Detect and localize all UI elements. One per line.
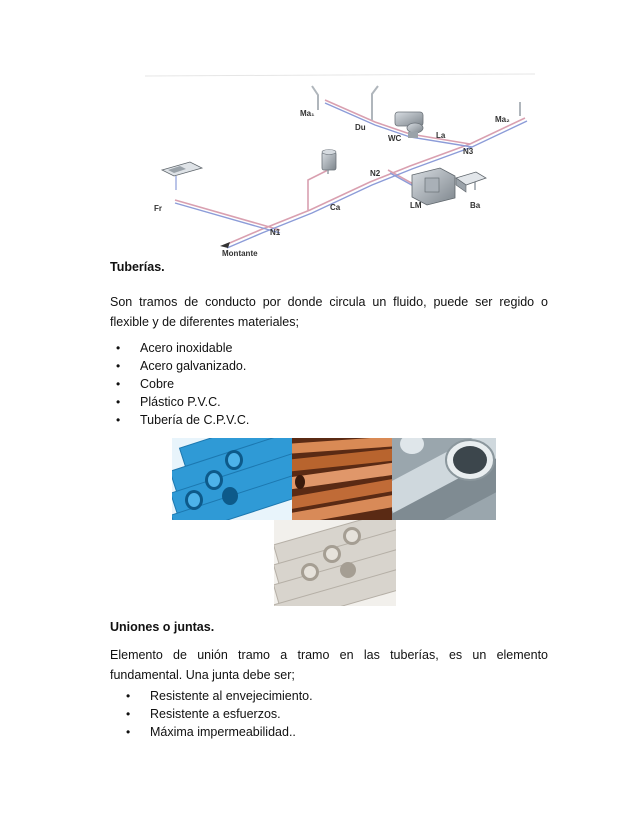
paragraph-line: fundamental. Una junta debe ser; — [110, 668, 295, 682]
label-n3: N3 — [463, 147, 474, 156]
paragraph-line: Elemento de unión tramo a tramo en las tuberías, es un elemento — [110, 648, 548, 662]
fixture-fregadero — [162, 162, 202, 190]
paragraph-line: flexible y de diferentes materiales; — [110, 315, 299, 329]
list-item: • Resistente al envejecimiento. — [120, 687, 313, 705]
label-lm: LM — [410, 201, 422, 210]
gray-pvc-pipes-photo — [274, 520, 396, 606]
label-montante: Montante — [222, 249, 258, 258]
label-ca: Ca — [330, 203, 341, 212]
pipe-network — [175, 86, 527, 248]
label-n1: N1 — [270, 228, 281, 237]
label-ba: Ba — [470, 201, 481, 210]
label-n2: N2 — [370, 169, 381, 178]
fixture-sink-ba — [456, 172, 486, 192]
list-item: • Acero inoxidable — [112, 339, 249, 357]
paragraph-line: Son tramos de conducto por donde circula un fluido, puede ser regido o — [110, 295, 548, 309]
label-du: Du — [355, 123, 366, 132]
list-item: • Plástico P.V.C. — [112, 393, 249, 411]
fixture-washing-machine — [412, 168, 455, 205]
stainless-steel-pipes-photo — [392, 438, 496, 520]
label-fr: Fr — [154, 204, 162, 213]
paragraph-tuberias — [110, 292, 548, 332]
label-ma2: Ma₂ — [495, 115, 510, 124]
materials-list — [112, 339, 249, 429]
list-item: • Resistente a esfuerzos. — [120, 705, 313, 723]
section-heading-tuberias: Tuberías. — [110, 260, 165, 274]
plumbing-isometric-diagram — [140, 70, 550, 260]
list-item: • Acero galvanizado. — [112, 357, 249, 375]
list-item: • Cobre — [112, 375, 249, 393]
copper-pipes-photo — [292, 438, 392, 520]
section-heading-uniones: Uniones o juntas. — [110, 620, 215, 634]
fixture-water-heater — [322, 150, 336, 171]
joint-requirements-list — [120, 687, 313, 741]
list-item: • Máxima impermeabilidad.. — [120, 723, 313, 741]
label-la: La — [436, 131, 446, 140]
label-wc: WC — [388, 134, 402, 143]
blue-pvc-pipes-photo — [172, 438, 292, 520]
label-ma1: Ma₁ — [300, 109, 315, 118]
list-item: • Tubería de C.P.V.C. — [112, 411, 249, 429]
paragraph-uniones — [110, 645, 548, 685]
